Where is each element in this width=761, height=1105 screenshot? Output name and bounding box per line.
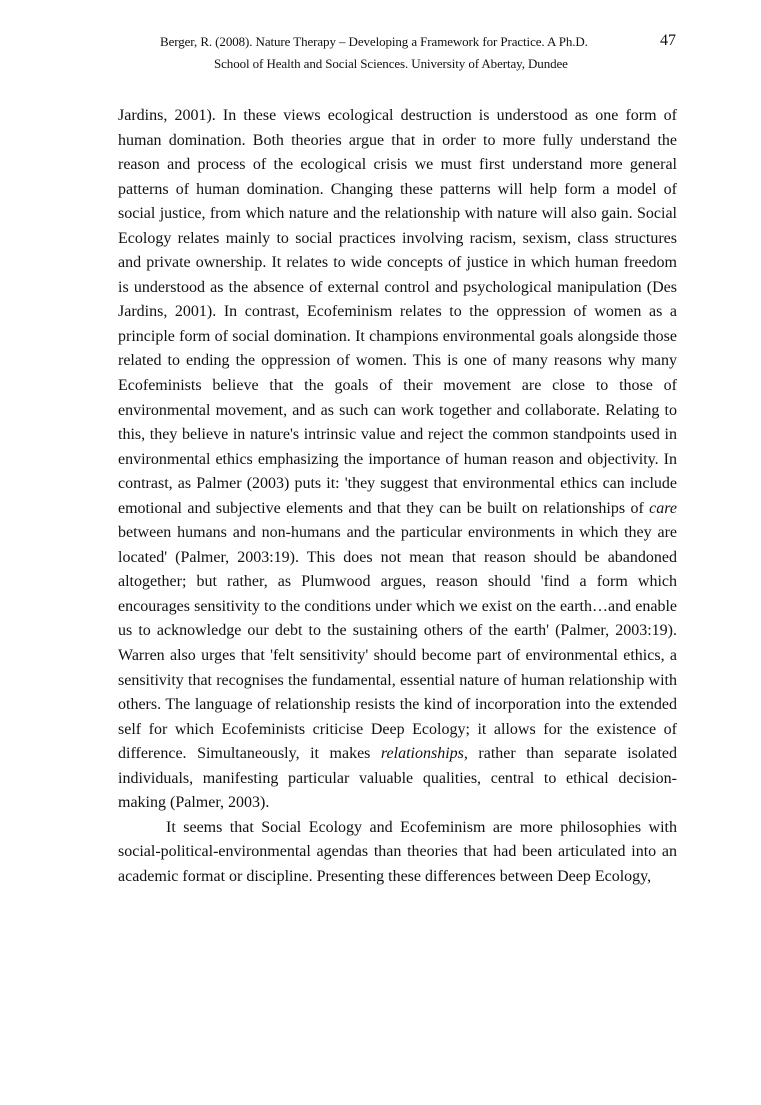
italic-relationships: relationships, <box>380 745 468 763</box>
paragraph-1-text-b: between humans and non-humans and the particular environments in which they are located' (Palmer, 2003:19). This does not mean that reason should be abandoned altogether; but rather, as Plumwood argues, reason should 'find a form which encourages sensitivity to the conditions under which we exist on the earth…and enable us to acknowledge our debt to the sustaining others of the earth' (Palmer, 2003:19). Warren also urges that 'felt sensitivity' should become part of environmental ethics, a sensitivity that recognises the fundamental, essential nature of human relationship with others. The language of relationship resists the kind of incorporation into the extended self for which Ecofeminists criticise Deep Ecology; it allows for the existence of difference. Simultaneously, it makes <box>118 524 677 763</box>
body-text <box>118 104 677 890</box>
page-number: 47 <box>660 32 676 49</box>
paragraph-1-text-a: Jardins, 2001). In these views ecological destruction is understood as one form of human domination. Both theories argue that in order to more fully understand the reason and process of the ecological crisis we must first understand more general patterns of human domination. Changing these patterns will help form a model of social justice, from which nature and the relationship with nature will also gain. Social Ecology relates mainly to social practices involving racism, sexism, class structures and private ownership. It relates to wide concepts of justice in which human freedom is understood as the absence of external control and psychological manipulation (Des Jardins, 2001). In contrast, Ecofeminism relates to the oppression of women as a principle form of social domination. It champions environmental goals alongside those related to ending the oppression of women. This is one of many reasons why many Ecofeminists believe that the goals of their movement are close to those of environmental movement, and as such can work together and collaborate. Relating to this, they believe in nature's intrinsic value and reject the common standpoints used in environmental ethics emphasizing the importance of human reason and objectivity. In contrast, as Palmer (2003) puts it: 'they suggest that environmental ethics can include emotional and subjective elements and that they can be built on relationships of <box>118 107 677 517</box>
paragraph-2: It seems that Social Ecology and Ecofeminism are more philosophies with social-political-environmental agendas than theories that had been articulated into an academic format or discipline. Presenting these differences between Deep Ecology, <box>118 818 677 885</box>
paragraph-1-text-c: rather than separate isolated individuals, manifesting particular valuable qualities, central to ethical decision-making (Palmer, 2003). <box>118 745 677 812</box>
header-citation-line1: Berger, R. (2008). Nature Therapy – Developing a Framework for Practice. A Ph.D. <box>160 34 588 49</box>
italic-care: care <box>649 499 677 517</box>
header-citation-line2: School of Health and Social Sciences. University of Abertay, Dundee <box>214 56 568 71</box>
paragraph-1 <box>118 104 677 816</box>
